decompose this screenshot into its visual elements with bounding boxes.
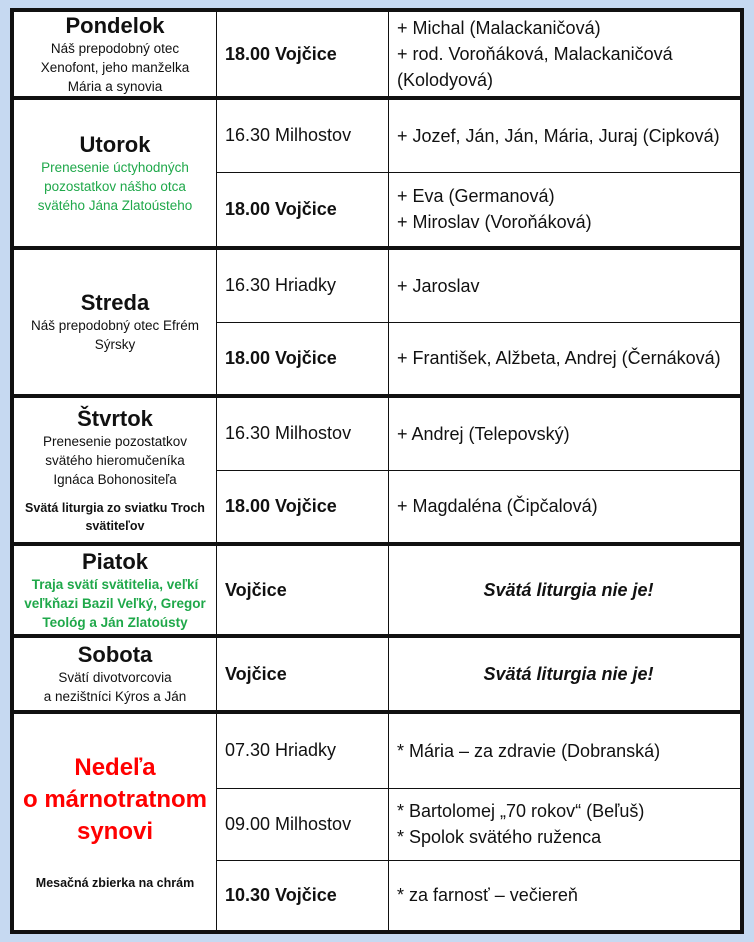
intention: + Jozef, Ján, Ján, Mária, Juraj (Cipková) bbox=[397, 125, 720, 146]
intention: * Bartolomej „70 rokov“ (Beľuš) bbox=[397, 801, 645, 821]
intention: + Eva (Germanová) bbox=[397, 186, 555, 207]
feast-description: veľkňazi Bazil Veľký, Gregor bbox=[24, 595, 206, 611]
intentions-cell bbox=[389, 10, 743, 98]
feast-description: Ignáca Bohonositeľa bbox=[53, 471, 177, 487]
intention: + Magdaléna (Čipčalová) bbox=[397, 496, 598, 517]
time-place: 16.30 Milhostov bbox=[217, 396, 389, 470]
day-note bbox=[14, 874, 216, 892]
feast-description: Svätí divotvorcovia bbox=[58, 670, 172, 685]
feast-description: Sýrsky bbox=[94, 337, 136, 352]
intentions-cell bbox=[389, 396, 743, 470]
day-cell bbox=[12, 712, 217, 932]
intention: + Michal (Malackaničová) bbox=[397, 18, 601, 38]
day-cell bbox=[12, 10, 217, 98]
day-name: Piatok bbox=[81, 548, 149, 574]
intentions-cell bbox=[389, 172, 743, 248]
intentions-cell bbox=[389, 712, 743, 788]
intention: Svätá liturgia nie je! bbox=[483, 580, 654, 600]
feast-description: a nezištníci Kýros a Ján bbox=[43, 689, 187, 704]
note-line: Svätá liturgia zo sviatku Troch bbox=[25, 500, 205, 515]
intentions-cell bbox=[389, 544, 743, 636]
feast-description: Teológ a Ján Zlatoústy bbox=[42, 614, 188, 630]
time-place: Vojčice bbox=[217, 544, 389, 636]
intention: + Jaroslav bbox=[397, 275, 480, 296]
intention: Svätá liturgia nie je! bbox=[483, 664, 654, 684]
day-name: Pondelok bbox=[65, 12, 165, 38]
day-name: o márnotratnom bbox=[22, 786, 207, 813]
day-name: Štvrtok bbox=[77, 405, 153, 431]
time-place: 16.30 Hriadky bbox=[217, 248, 389, 322]
intentions-cell bbox=[389, 322, 743, 396]
day-cell bbox=[12, 98, 217, 248]
intention: * Mária – za zdravie (Dobranská) bbox=[397, 740, 661, 761]
time-place: Vojčice bbox=[217, 636, 389, 712]
feast-description: Xenofont, jeho manželka bbox=[40, 59, 190, 75]
day-name: synovi bbox=[76, 818, 154, 845]
feast-description: Náš prepodobný otec Efrém bbox=[30, 318, 200, 333]
intentions-cell bbox=[389, 636, 743, 712]
time-place: 18.00 Vojčice bbox=[217, 470, 389, 544]
intention: + rod. Voroňáková, Malackaničová (Kolodyová) bbox=[397, 44, 673, 90]
time-place: 18.00 Vojčice bbox=[217, 322, 389, 396]
day-name: Nedeľa bbox=[74, 754, 156, 781]
schedule-row bbox=[12, 248, 742, 322]
intentions-cell bbox=[389, 860, 743, 932]
note-line: svätiteľov bbox=[85, 518, 145, 533]
liturgy-schedule-table bbox=[10, 8, 744, 934]
day-name: Streda bbox=[80, 290, 150, 315]
day-note bbox=[14, 499, 216, 535]
intention: + Andrej (Telepovský) bbox=[397, 423, 570, 444]
feast-description: svätého Jána Zlatoústeho bbox=[37, 197, 193, 213]
day-name: Sobota bbox=[77, 642, 153, 667]
feast-description: Mária a synovia bbox=[67, 78, 163, 94]
intentions-cell bbox=[389, 98, 743, 172]
time-place: 16.30 Milhostov bbox=[217, 98, 389, 172]
feast-description: Náš prepodobný otec bbox=[50, 40, 180, 56]
feast-description: svätého hieromučeníka bbox=[45, 452, 185, 468]
intention: * Spolok svätého ruženca bbox=[397, 827, 602, 847]
day-cell bbox=[12, 248, 217, 396]
time-place: 07.30 Hriadky bbox=[217, 712, 389, 788]
day-name: Utorok bbox=[79, 131, 151, 157]
schedule-row bbox=[12, 98, 742, 172]
schedule-row bbox=[12, 396, 742, 470]
time-place: 09.00 Milhostov bbox=[217, 788, 389, 860]
intention: + Miroslav (Voroňáková) bbox=[397, 212, 592, 233]
intention: * za farnosť – večiereň bbox=[397, 885, 578, 906]
day-cell bbox=[12, 396, 217, 544]
intention: + František, Alžbeta, Andrej (Černáková) bbox=[397, 348, 721, 369]
intentions-cell bbox=[389, 248, 743, 322]
schedule-row bbox=[12, 10, 742, 98]
time-place: 18.00 Vojčice bbox=[217, 10, 389, 98]
intentions-cell bbox=[389, 470, 743, 544]
feast-description: pozostatkov nášho otca bbox=[44, 178, 186, 194]
feast-description: Prenesenie úctyhodných bbox=[41, 159, 189, 175]
note-line: Mesačná zbierka na chrám bbox=[35, 876, 195, 890]
schedule-row bbox=[12, 544, 742, 636]
feast-description: Prenesenie pozostatkov bbox=[42, 433, 188, 449]
day-cell bbox=[12, 636, 217, 712]
schedule-row bbox=[12, 636, 742, 712]
time-place: 10.30 Vojčice bbox=[217, 860, 389, 932]
day-cell bbox=[12, 544, 217, 636]
schedule-row bbox=[12, 712, 742, 788]
feast-description: Traja svätí svätitelia, veľkí bbox=[31, 576, 199, 592]
time-place: 18.00 Vojčice bbox=[217, 172, 389, 248]
intentions-cell bbox=[389, 788, 743, 860]
